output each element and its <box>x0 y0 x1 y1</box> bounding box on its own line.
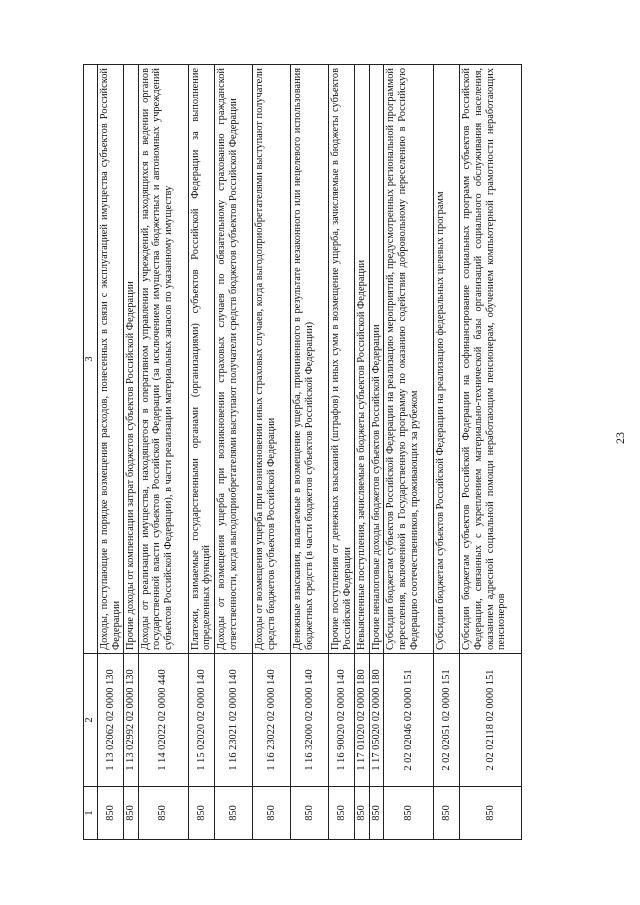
table-row <box>214 65 252 840</box>
revenue-code-cell: 1 14 02022 02 0000 440 <box>138 654 188 787</box>
revenue-name-cell: Платежи, взимаемые государственными органами (организациями) субъектов Российской Федерации за выполнение определенных функций <box>188 65 214 654</box>
table-row <box>188 65 214 840</box>
table-row <box>98 65 124 840</box>
revenue-name-cell: Прочие неналоговые доходы бюджетов субъектов Российской Федерации <box>369 65 384 654</box>
admin-code-cell: 850 <box>98 787 124 840</box>
header-col-1: 1 <box>84 787 98 840</box>
revenue-code-cell: 1 15 02020 02 0000 140 <box>188 654 214 787</box>
admin-code-cell: 850 <box>434 787 460 840</box>
revenue-name-cell: Доходы от реализации имущества, находящегося в оперативном управлении учреждений, находящихся в ведении органов государственной власти субъектов Российской Федерации (за исключением имущества бюджетных и автономных учреждений субъектов Российской Федерации), в части реализации материальных запасов по указанному имуществу <box>138 65 188 654</box>
table-row <box>124 65 139 840</box>
rotated-page-content <box>83 64 578 840</box>
revenue-name-cell: Субсидии бюджетам субъектов Российской Федерации на реализацию федеральных целевых программ <box>434 65 460 654</box>
revenue-name-cell: Доходы от возмещения ущерба при возникновении иных страховых случаев, когда выгодоприобретателями выступают получатели средств бюджетов субъектов Российской Федерации <box>252 65 290 654</box>
admin-code-cell: 850 <box>328 787 354 840</box>
table-row <box>384 65 434 840</box>
revenue-code-cell: 1 17 01020 02 0000 180 <box>355 654 370 787</box>
revenue-code-cell: 1 16 32000 02 0000 140 <box>290 654 328 787</box>
revenue-name-cell: Субсидии бюджетам субъектов Российской Федерации на софинансирование социальных программ субъектов Российской Федерации, связанных с укреплением материально-технической базы организаций социального обслуживания населения, оказанием адресной социальной помощи неработающим пенсионерам, обучением компьютерной грамотности неработающих пенсионеров <box>460 65 522 654</box>
revenue-code-cell: 1 16 23022 02 0000 140 <box>252 654 290 787</box>
table-row <box>252 65 290 840</box>
admin-code-cell: 850 <box>138 787 188 840</box>
table-row <box>138 65 188 840</box>
page-number: 23 <box>613 432 627 444</box>
revenue-name-cell: Денежные взыскания, налагаемые в возмещение ущерба, причиненного в результате незаконного или нецелевого использования бюджетных средств (в части бюджетов субъектов Российской Федерации) <box>290 65 328 654</box>
revenue-code-cell: 2 02 02046 02 0000 151 <box>384 654 434 787</box>
table-row <box>328 65 354 840</box>
table-row <box>369 65 384 840</box>
table-row <box>290 65 328 840</box>
admin-code-cell: 850 <box>252 787 290 840</box>
header-col-3: 3 <box>84 65 98 654</box>
admin-code-cell: 850 <box>188 787 214 840</box>
revenue-code-cell: 1 13 02992 02 0000 130 <box>124 654 139 787</box>
table-row <box>434 65 460 840</box>
admin-code-cell: 850 <box>369 787 384 840</box>
revenue-name-cell: Субсидии бюджетам субъектов Российской Федерации на реализацию мероприятий, предусмотренных региональной программой переселения, включенной в Государственную программу по оказанию содействия добровольному переселению в Российскую Федерацию соотечественников, проживающих за рубежом <box>384 65 434 654</box>
admin-code-cell: 850 <box>355 787 370 840</box>
revenue-name-cell: Доходы от возмещения ущерба при возникновении страховых случаев по обязательному страхованию гражданской ответственности, когда выгодоприобретателями выступают получатели средств бюджетов субъектов Российской Федерации <box>214 65 252 654</box>
revenue-name-cell: Доходы, поступающие в порядке возмещения расходов, понесенных в связи с эксплуатацией имущества субъектов Российской Федерации <box>98 65 124 654</box>
admin-code-cell: 850 <box>290 787 328 840</box>
admin-code-cell: 850 <box>124 787 139 840</box>
admin-code-cell: 850 <box>384 787 434 840</box>
admin-code-cell: 850 <box>460 787 522 840</box>
revenue-code-cell: 1 16 90020 02 0000 140 <box>328 654 354 787</box>
revenue-code-cell: 2 02 02118 02 0000 151 <box>460 654 522 787</box>
revenue-code-cell: 1 13 02062 02 0000 130 <box>98 654 124 787</box>
table-header-row <box>84 65 98 840</box>
revenue-code-cell: 2 02 02051 02 0000 151 <box>434 654 460 787</box>
admin-code-cell: 850 <box>214 787 252 840</box>
revenue-code-cell: 1 16 23021 02 0000 140 <box>214 654 252 787</box>
table-row <box>460 65 522 840</box>
revenue-codes-table <box>83 64 522 840</box>
table-row <box>355 65 370 840</box>
revenue-name-cell: Невыясненные поступления, зачисляемые в бюджеты субъектов Российской Федерации <box>355 65 370 654</box>
revenue-name-cell: Прочие доходы от компенсации затрат бюджетов субъектов Российской Федерации <box>124 65 139 654</box>
revenue-name-cell: Прочие поступления от денежных взысканий (штрафов) и иных сумм в возмещение ущерба, зачисляемые в бюджеты субъектов Российской Федерации <box>328 65 354 654</box>
header-col-2: 2 <box>84 654 98 787</box>
revenue-code-cell: 1 17 05020 02 0000 180 <box>369 654 384 787</box>
